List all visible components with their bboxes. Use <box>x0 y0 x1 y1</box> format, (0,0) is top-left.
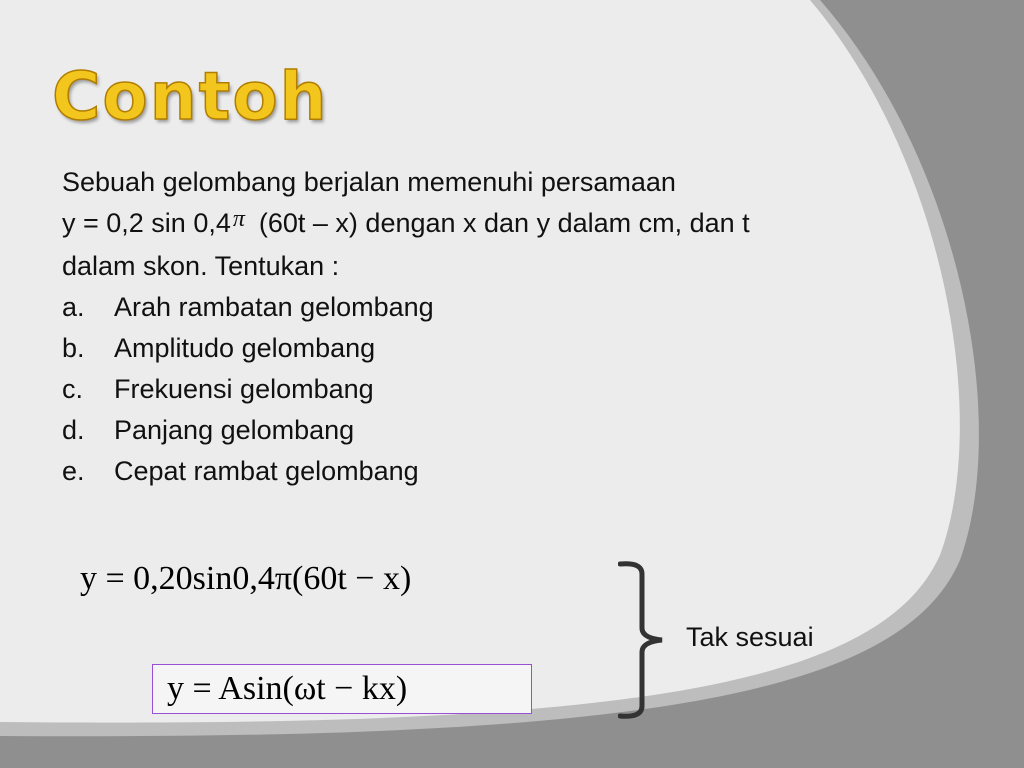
problem-text <box>62 162 952 492</box>
intro-line-2 <box>62 203 952 246</box>
general-equation-box: y = Asin(ωt − kx) <box>152 664 532 714</box>
list-letter: e. <box>62 456 85 486</box>
list-letter: a. <box>62 292 85 322</box>
equation-start: y = 0,2 sin 0,4 <box>62 208 231 238</box>
list-letter: c. <box>62 374 84 404</box>
annotation-label: Tak sesuai <box>686 622 814 652</box>
list-item <box>62 369 952 410</box>
list-item <box>62 328 952 369</box>
list-item <box>62 287 952 328</box>
intro-line-3: dalam skon. Tentukan : <box>62 251 340 281</box>
list-text: Frekuensi gelombang <box>114 374 374 404</box>
list-text: Amplitudo gelombang <box>114 333 376 363</box>
list-text: Panjang gelombang <box>114 415 355 445</box>
list-item <box>62 410 952 451</box>
intro-line-1: Sebuah gelombang berjalan memenuhi persamaan <box>62 167 676 197</box>
right-brace <box>618 560 678 720</box>
slide-title: Contoh <box>52 58 329 135</box>
list-letter: b. <box>62 333 85 363</box>
list-text: Cepat rambat gelombang <box>114 456 419 486</box>
given-equation: y = 0,20sin0,4π(60t − x) <box>80 560 412 597</box>
list-text: Arah rambatan gelombang <box>114 292 434 322</box>
equation-end: (60t – x) dengan x dan y dalam cm, dan t <box>258 208 750 238</box>
pi-symbol: π <box>232 206 245 232</box>
list-item <box>62 451 952 492</box>
list-letter: d. <box>62 415 85 445</box>
